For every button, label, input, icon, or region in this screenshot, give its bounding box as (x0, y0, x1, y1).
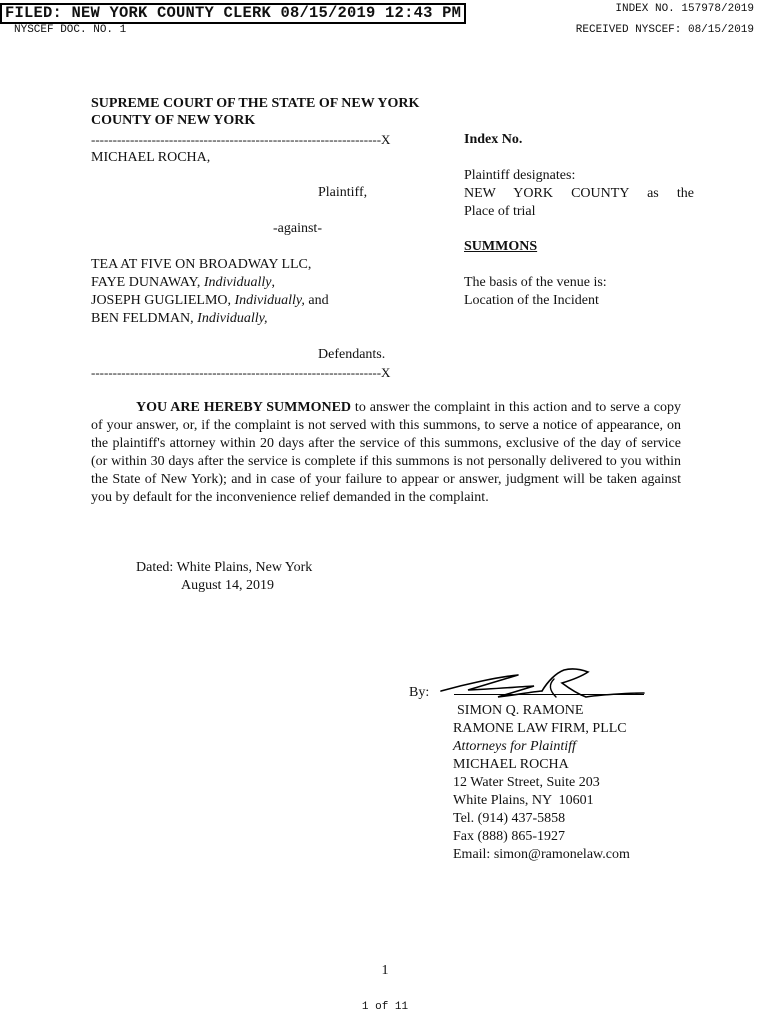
county-name: COUNTY OF NEW YORK (91, 113, 256, 128)
defendant-2-qualifier: Individually (203, 275, 272, 290)
attorney-name: SIMON Q. RAMONE (457, 703, 584, 718)
dated-date: August 14, 2019 (181, 578, 274, 593)
attorney-role: Attorneys for Plaintiff (453, 739, 576, 754)
court-name: SUPREME COURT OF THE STATE OF NEW YORK (91, 96, 420, 111)
against-label: -against- (273, 221, 322, 236)
defendant-2-tail: , (271, 275, 276, 290)
signature-line (454, 694, 644, 695)
plaintiff-designates: Plaintiff designates: (464, 168, 576, 183)
caption-divider-bottom: -------------------------------------------------------------------X (91, 365, 391, 380)
caption-divider-top: -------------------------------------------------------------------X (91, 132, 391, 147)
defendant-2 (91, 274, 275, 292)
attorney-signature (438, 667, 648, 703)
defendant-2-name: FAYE DUNAWAY, (91, 275, 204, 290)
defendant-4-qualifier: Individually, (197, 311, 268, 326)
defendant-3 (91, 292, 329, 310)
city-address: White Plains, NY 10601 (453, 793, 594, 808)
index-number: INDEX NO. 157978/2019 (615, 3, 754, 15)
summons-paragraph (91, 399, 681, 507)
defendant-4-name: BEN FELDMAN, (91, 311, 198, 326)
defendants-role: Defendants. (318, 347, 386, 362)
county-designation: NEW YORK COUNTY as the (464, 186, 694, 201)
email: Email: simon@ramonelaw.com (453, 847, 630, 862)
summons-lead: YOU ARE HEREBY SUMMONED (136, 400, 352, 415)
page-number: 1 (381, 963, 389, 978)
filed-stamp: FILED: NEW YORK COUNTY CLERK 08/15/2019 12:43 PM (0, 3, 466, 24)
plaintiff-role: Plaintiff, (318, 185, 368, 200)
by-label: By: (409, 685, 430, 700)
defendant-3-qualifier: Individually, (234, 293, 305, 308)
defendant-3-tail: and (304, 293, 329, 308)
client-name: MICHAEL ROCHA (453, 757, 569, 772)
defendant-1: TEA AT FIVE ON BROADWAY LLC, (91, 257, 312, 272)
received-date: RECEIVED NYSCEF: 08/15/2019 (575, 24, 754, 36)
place-of-trial: Place of trial (464, 204, 536, 219)
summons-text: to answer the complaint in this action and to serve a copy of your answer, or, if the complaint is not served with this summons, to serve a notice of appearance, on the plaintiff's attorney within 20 days after the service of this summons, exclusive of the day of service (or within 30 days after the service is complete if this summons is not personally delivered to you within the State of New York); and in case of your failure to appear or answer, judgment will be taken against you by default for the inconvenience relief demanded in the complaint. (91, 400, 681, 505)
firm-name: RAMONE LAW FIRM, PLLC (453, 721, 627, 736)
summons-title: SUMMONS (464, 239, 538, 254)
dated-place: Dated: White Plains, New York (136, 560, 313, 575)
telephone: Tel. (914) 437-5858 (453, 811, 566, 826)
defendant-3-name: JOSEPH GUGLIELMO, (91, 293, 235, 308)
index-no-label: Index No. (464, 132, 523, 147)
street-address: 12 Water Street, Suite 203 (453, 775, 600, 790)
fax: Fax (888) 865-1927 (453, 829, 565, 844)
venue-location: Location of the Incident (464, 293, 599, 308)
page-of-total: 1 of 11 (361, 1001, 409, 1013)
nyscef-doc-number: NYSCEF DOC. NO. 1 (14, 24, 127, 36)
defendant-4 (91, 310, 268, 328)
venue-basis: The basis of the venue is: (464, 275, 607, 290)
plaintiff-name: MICHAEL ROCHA, (91, 150, 211, 165)
